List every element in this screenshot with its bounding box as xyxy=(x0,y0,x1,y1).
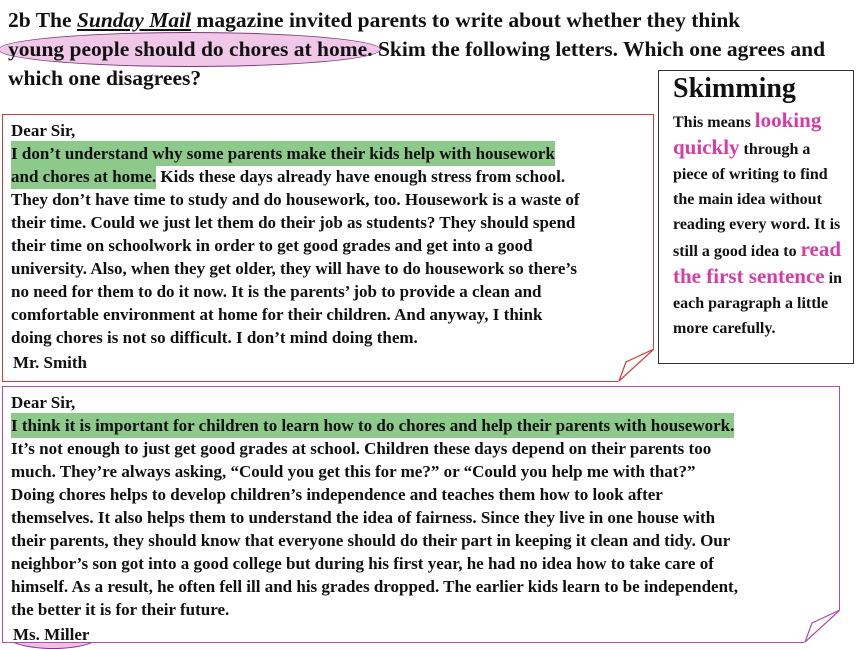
letter-text: Kids these days already have enough stress from school. xyxy=(156,167,566,186)
instruction-text-2: magazine invited parents to write about whether they think xyxy=(191,8,741,32)
topic-sentence-highlight: I think it is important for children to learn how to do chores and help their parents with housework. xyxy=(11,413,734,438)
skimming-emphasis-first-sentence: read the first sentence xyxy=(673,237,842,288)
letter-line: They don’t have time to study and do housework, too. Housework is a waste of xyxy=(11,190,580,209)
letter-line: himself. As a result, he often fell ill and his grades dropped. The earlier kids learn to be independent, xyxy=(11,577,738,596)
topic-sentence-highlight: and chores at home. xyxy=(11,164,156,189)
letter-line: their time. Could we just let them do their job as students? They should spend xyxy=(11,213,576,232)
letter-card-mr-smith xyxy=(2,114,654,382)
magazine-title: Sunday Mail xyxy=(76,8,192,32)
letter-line: their time on schoolwork in order to get good grades and get into a good xyxy=(11,236,533,255)
skimming-title: Skimming xyxy=(673,73,796,104)
letter-line: their parents, they should know that everyone should do their part in keeping it clean and tidy. Our xyxy=(11,531,731,550)
topic-sentence-line xyxy=(11,414,839,437)
instruction-text-1: 2b The xyxy=(8,8,77,32)
letter-signature: Mr. Smith xyxy=(13,353,87,372)
letter-line: themselves. It also helps them to understand the idea of fairness. Since they live in one house with xyxy=(11,508,716,527)
letter-line: It’s not enough to just get good grades at school. Children these days depend on their parents too xyxy=(11,439,712,458)
letter-line: Doing chores helps to develop children’s independence and teaches them how to look after xyxy=(11,485,663,504)
letter-greeting: Dear Sir, xyxy=(11,393,76,412)
signature-oval xyxy=(11,622,97,647)
letter-line: no need for them to do it now. It is the parents’ job to provide a clean and xyxy=(11,282,542,301)
letter-line: the better it is for their future. xyxy=(11,600,230,619)
letter-greeting: Dear Sir, xyxy=(11,121,76,140)
skimming-note-box xyxy=(658,70,854,364)
letter-line xyxy=(11,165,653,188)
skimming-text-2: through a piece of writing to find the main idea without reading every word. It is still a good idea to xyxy=(673,141,841,260)
skimming-text-1: This means xyxy=(673,114,755,131)
letter-card-ms-miller xyxy=(2,386,840,643)
topic-sentence-highlight: I don’t understand why some parents make their kids help with housework xyxy=(11,141,555,166)
page-curl-icon xyxy=(618,348,654,382)
topic-text: young people should do chores at home. xyxy=(8,37,373,61)
instruction-text-3: Skim the following letters. Which one agrees and which one disagrees? xyxy=(8,37,826,90)
letter-signature: Ms. Miller xyxy=(13,625,90,644)
page-curl-icon xyxy=(804,609,840,643)
skimming-emphasis-looking-quickly: looking quickly xyxy=(673,108,822,159)
letter-line: neighbor’s son got into a good college but during his first year, he had no idea how to take care of xyxy=(11,554,714,573)
skimming-definition xyxy=(673,108,843,341)
topic-sentence-line xyxy=(11,142,653,165)
letter-line: university. Also, when they get older, they will have to do housework so there’s xyxy=(11,259,578,278)
letter-line: doing chores is not so difficult. I don’t mind doing them. xyxy=(11,328,418,347)
signature-oval xyxy=(11,350,95,375)
letter-line: much. They’re always asking, “Could you get this for me?” or “Could you help me with that?” xyxy=(11,462,696,481)
letter-line: comfortable environment at home for their children. And anyway, I think xyxy=(11,305,543,324)
skimming-text-3: in each paragraph a little more carefully. xyxy=(673,270,842,337)
topic-oval-highlight xyxy=(8,37,373,61)
